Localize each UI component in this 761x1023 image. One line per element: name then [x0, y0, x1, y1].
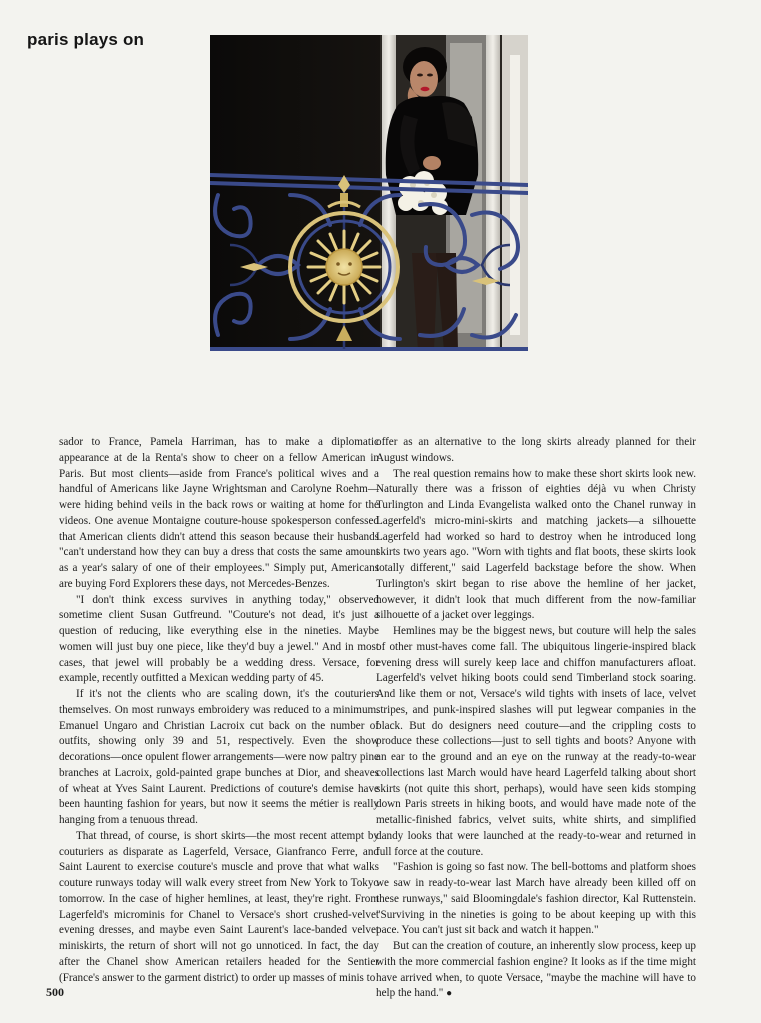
article-paragraph: That thread, of course, is short skirts—the most recent attempt by couturiers as disparate as Lagerfeld, Versace, Gianfranco Ferre, and Saint Laurent to exercise couture's muscle and prove that what walks couture runways today will walk every street from New York to Tokyo tomorrow. In the case of higher hemlines, at least, they're right. From Lagerfeld's microminis for Chanel to Versace's short crushed-velvet evening dresses, and maybe even Saint Laurent's lace-banded velvet miniskirts, the return of short will not go unnoticed. In fact, the day after the Chanel show American retailers headed for the Sentier (France's answer to the garment district) to order up masses of minis to: [59, 829, 379, 984]
article-paragraph: If it's not the clients who are scaling down, it's the couturiers themselves. On most runways embroidery was reduced to a minimum. Emanuel Ungaro and Christian Lacroix cut back on the number of outfits, showing only 39 and 51, respectively. Even the show decorations—once opulent flower arrangements—were now paltry pine branches at Lacroix, gold-painted grape bunches at Dior, and sheaves of wheat at Yves Saint Laurent. Predictions of couture's demise have been haunting fashion for years, but now it seems the métier is really hanging from a tenuous thread.: [59, 688, 379, 826]
article-paragraph: But can the creation of couture, an inherently slow process, keep up with the more commercial fashion engine? It looks as if the time might have arrived when, to quote Versace, "maybe the machine will have to help the hand.": [376, 940, 696, 1000]
woman-on-ornate-balcony-photo-icon: [210, 35, 528, 351]
article-left-column: [59, 435, 379, 986]
article-paragraph: "I don't think excess survives in anything today," observed sometime client Susan Gutfreund. "Couture's not dead, it's just a question of reducing, like everything else in the nineties. Maybe women will just buy one piece, like they'd buy a jewel." And in most cases, that jewel will probably be a wedding dress. Versace, for example, recently outfitted a Mexican wedding party of 45.: [59, 593, 379, 685]
article-last-paragraph: [376, 939, 696, 1002]
article-right-column: [376, 435, 696, 1002]
article-paragraph: Hemlines may be the biggest news, but couture will help the sales of other must-haves come fall. The ubiquitous lingerie-inspired black evening dress will surely keep lace and chiffon manufacturers afloat. Lagerfeld's velvet hiking boots could send Timberland stock soaring. And like them or not, Versace's wild tights with insets of lace, velvet stripes, and punk-inspired slashes will put legwear companies in the black. But do designers need couture—and the crippling costs to produce these collections—just to sell tights and boots? Anyone with an ear to the ground and an eye on the runway at the ready-to-wear collections last March would have heard Lagerfeld talking about short skirts (not quite this short, perhaps), would have seen kids stomping down Paris streets in hiking boots, and would have made note of the metallic-finished fabrics, velvet suits, white shirts, and simplified dandy looks that were launched at the ready-to-wear and returned in full force at the couture.: [376, 625, 696, 858]
article-paragraph: The real question remains how to make these short skirts look new. Naturally there was a frisson of eighties déjà vu when Christy Turlington and Linda Evangelista walked onto the Chanel runway in Lagerfeld's micro-mini-skirts and matching jackets—a silhouette Lagerfeld had worked so hard to destroy when he introduced long skirts two years ago. "Worn with tights and flat boots, these skirts look totally different," said Lagerfeld backstage before the show. When Turlington's skirt began to rise above the hemline of her jacket, however, it didn't look that much different from the now-familiar silhouette of a jacket over leggings.: [376, 467, 696, 622]
end-of-article-mark: ●: [446, 988, 453, 1000]
article-paragraph: "Fashion is going so fast now. The bell-bottoms and platform shoes we saw in ready-to-wear last March have already been killed off on these runways," said Bloomingdale's fashion director, Kal Ruttenstein. "Surviving in the nineties is going to be about keeping up with this pace. You can't just sit back and watch it happen.": [376, 861, 696, 937]
section-title: paris plays on: [27, 30, 145, 49]
page-number: 500: [46, 985, 64, 999]
woman-on-balcony-photo: [210, 35, 528, 351]
article-paragraph: sador to France, Pamela Harriman, has to make a diplomatic appearance at de la Renta's show to cheer on a fellow American in Paris. But most clients—aside from France's political wives and a handful of Americans like Jayne Wrightsman and Carolyne Roehm—were hiding behind veils in the back rows or waiting at home for the videos. One avenue Montaigne couture-house spokesperson confessed that American clients didn't attend this season because their husbands "can't understand how they can buy a dress that costs the same amount as a year's salary of one of their employees." Simply put, Americans are buying Ford Explorers these days, not Mercedes-Benzes.: [59, 436, 379, 590]
article-paragraph: offer as an alternative to the long skirts already planned for their August windows.: [376, 436, 696, 464]
